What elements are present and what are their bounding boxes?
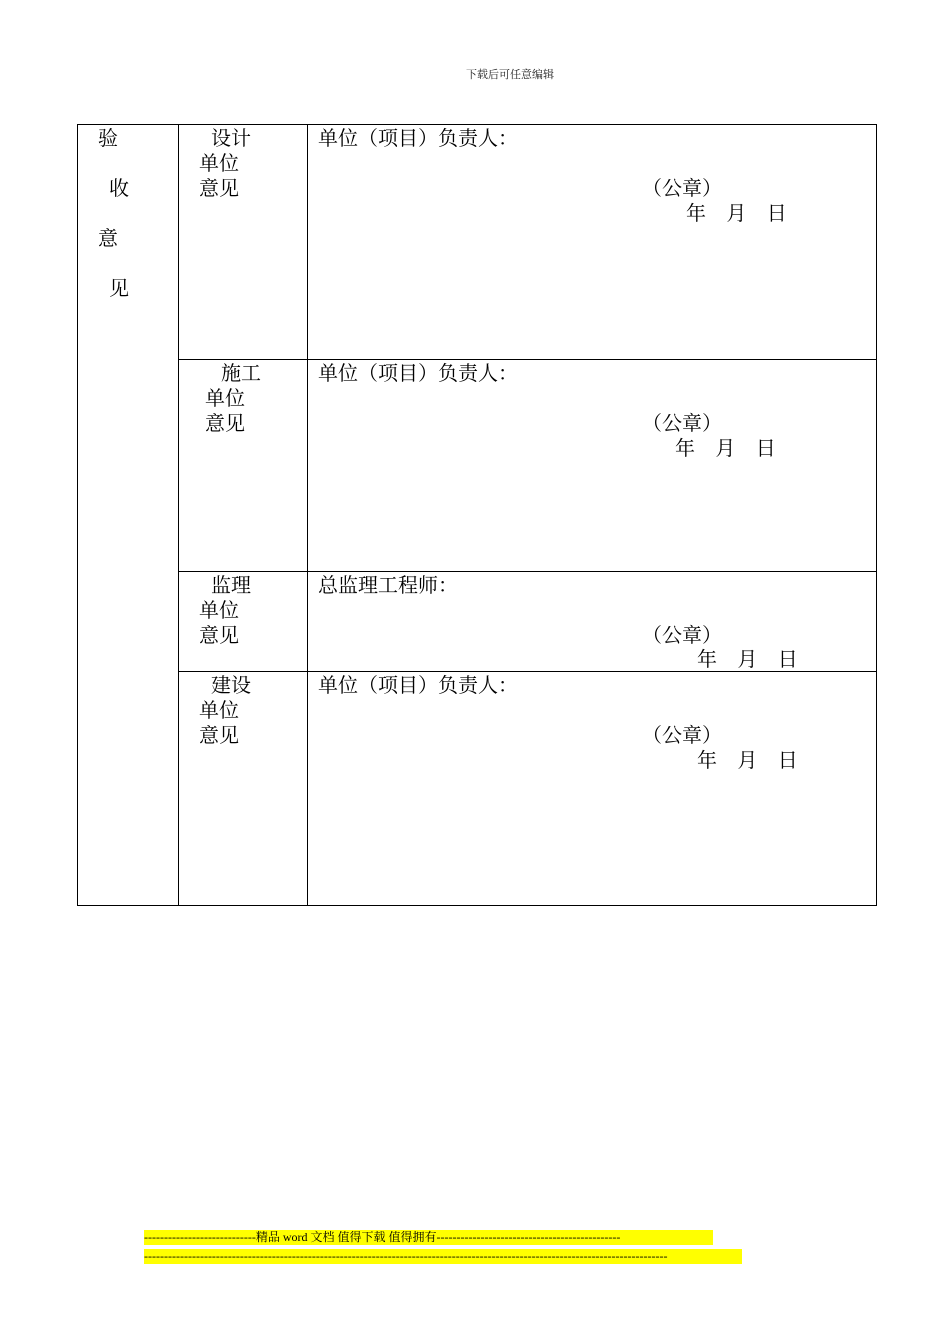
category-char: 见 — [109, 276, 129, 300]
unit-label: 设计 — [211, 126, 251, 150]
signer-label: 总监理工程师： — [318, 573, 458, 597]
seal-label: （公章） — [642, 723, 722, 747]
date-label: 年 月 日 — [697, 647, 798, 671]
unit-label: 单位 — [199, 151, 239, 175]
date-label: 年 月 日 — [675, 436, 776, 460]
row-divider — [178, 571, 876, 572]
unit-label: 施工 — [221, 361, 261, 385]
unit-label: 单位 — [205, 386, 245, 410]
unit-label: 意见 — [199, 723, 239, 747]
seal-label: （公章） — [642, 623, 722, 647]
footer-line: ----------------------------精品 word 文档 值得下载 值得拥有---------------------------------------------- — [144, 1230, 713, 1245]
unit-label: 意见 — [205, 411, 245, 435]
unit-label: 建设 — [211, 673, 251, 697]
footer-banner — [144, 1230, 742, 1268]
unit-label: 意见 — [199, 176, 239, 200]
date-label: 年 月 日 — [697, 748, 798, 772]
seal-label: （公章） — [642, 411, 722, 435]
signer-label: 单位（项目）负责人： — [318, 126, 518, 150]
unit-label: 单位 — [199, 598, 239, 622]
unit-label: 监理 — [211, 573, 251, 597]
category-char: 收 — [109, 176, 129, 200]
category-char: 意 — [98, 226, 118, 250]
unit-label: 意见 — [199, 623, 239, 647]
header-note: 下载后可任意编辑 — [466, 68, 554, 81]
footer-line: ----------------------------------------------------------------------------------------------------------------------------------- — [144, 1249, 742, 1264]
acceptance-opinion-table — [77, 124, 877, 906]
signer-label: 单位（项目）负责人： — [318, 673, 518, 697]
signer-label: 单位（项目）负责人： — [318, 361, 518, 385]
column-divider — [178, 125, 179, 905]
category-char: 验 — [98, 126, 118, 150]
column-divider — [307, 125, 308, 905]
date-label: 年 月 日 — [686, 201, 787, 225]
row-divider — [178, 359, 876, 360]
seal-label: （公章） — [642, 176, 722, 200]
unit-label: 单位 — [199, 698, 239, 722]
